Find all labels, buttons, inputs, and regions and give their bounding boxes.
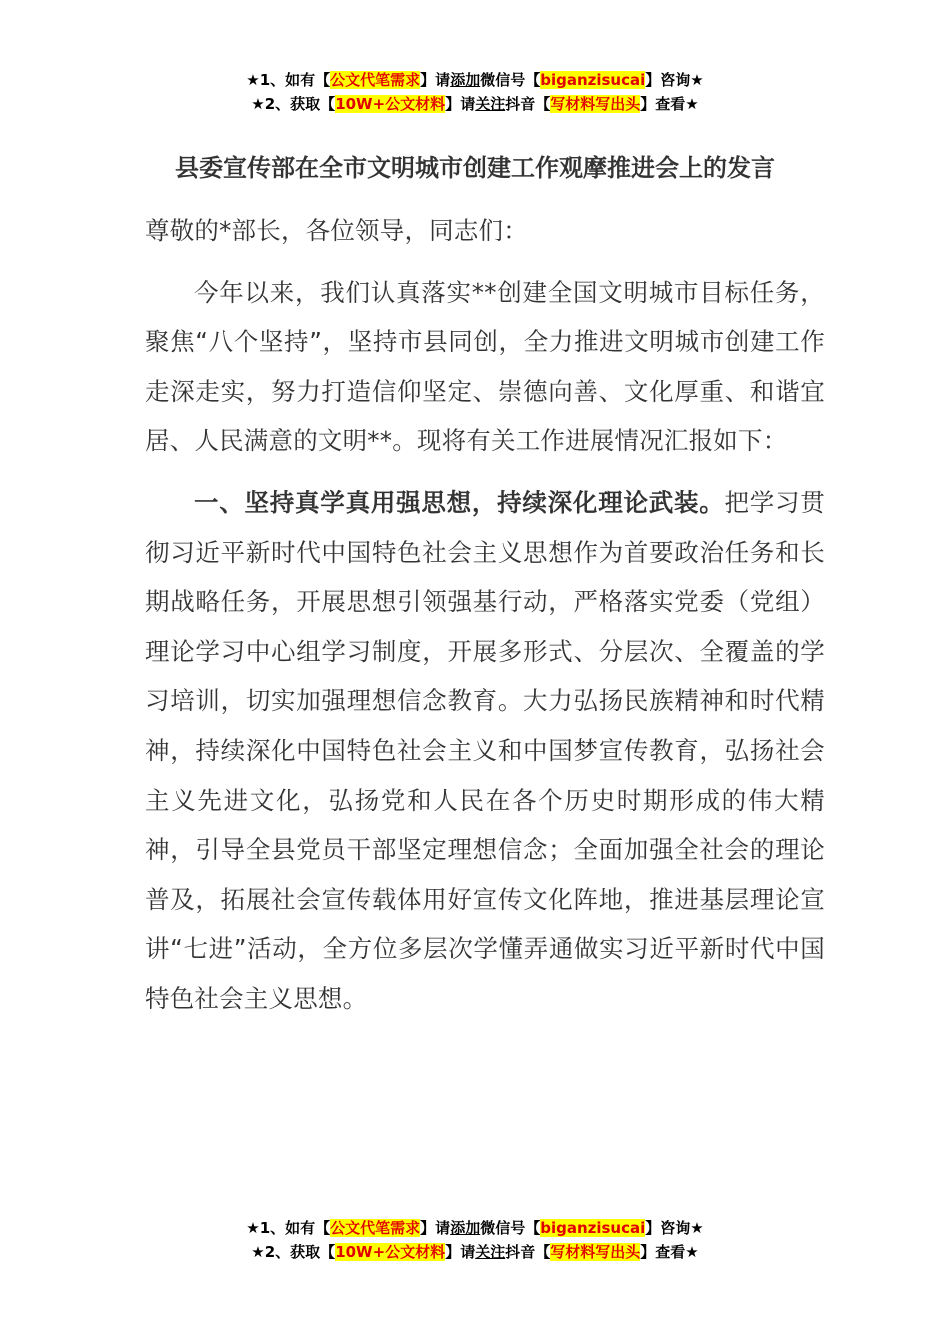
section-1-heading: 一、坚持真学真用强思想，持续深化理论武装。 — [194, 487, 725, 517]
banner-underline: 关注 — [475, 95, 506, 113]
banner-underline: 添加 — [450, 71, 481, 89]
banner-line-2 — [0, 1240, 950, 1264]
banner-highlight: biganzisucai — [540, 71, 646, 89]
document-title: 县委宣传部在全市文明城市创建工作观摩推进会上的发言 — [175, 154, 775, 182]
banner-text: 】请 — [445, 95, 476, 113]
banner-text: ★2、获取【 — [251, 1243, 336, 1261]
banner-text: 微信号【 — [480, 1219, 541, 1237]
banner-highlight: 公文代笔需求 — [330, 1219, 421, 1237]
banner-text: 微信号【 — [480, 71, 541, 89]
banner-highlight: 10W+公文材料 — [335, 95, 446, 113]
banner-highlight: 公文代笔需求 — [330, 71, 421, 89]
banner-line-2 — [0, 92, 950, 116]
banner-highlight: 10W+公文材料 — [335, 1243, 446, 1261]
banner-text: 】咨询★ — [645, 1219, 704, 1237]
banner-text: 】查看★ — [640, 95, 699, 113]
header-banner — [0, 68, 950, 116]
banner-underline: 添加 — [450, 1219, 481, 1237]
document-body — [145, 206, 825, 1036]
footer-banner — [0, 1216, 950, 1264]
intro-paragraph: 今年以来，我们认真落实**创建全国文明城市目标任务，聚焦“八个坚持”，坚持市县同创，全力推进文明城市创建工作走深走实，努力打造信仰坚定、崇德向善、文化厚重、和谐宜居、人民满意的文明**。现将有关工作进展情况汇报如下： — [145, 277, 825, 456]
banner-highlight: 写材料写出头 — [550, 1243, 641, 1261]
salutation: 尊敬的*部长，各位领导，同志们： — [145, 216, 528, 245]
banner-text: 】咨询★ — [645, 71, 704, 89]
banner-text: 】请 — [445, 1243, 476, 1261]
banner-highlight: 写材料写出头 — [550, 95, 641, 113]
banner-text: ★2、获取【 — [251, 95, 336, 113]
section-1-paragraph — [145, 478, 825, 1024]
banner-text: 】请 — [420, 1219, 451, 1237]
banner-line-1 — [0, 1216, 950, 1240]
banner-text: ★1、如有【 — [246, 71, 331, 89]
section-1-body: 把学习贯彻习近平新时代中国特色社会主义思想作为首要政治任务和长期战略任务，开展思想引领强基行动，严格落实党委（党组）理论学习中心组学习制度，开展多形式、分层次、全覆盖的学习培训，切实加强理想信念教育。大力弘扬民族精神和时代精神，持续深化中国特色社会主义和中国梦宣传教育，弘扬社会主义先进文化，弘扬党和人民在各个历史时期形成的伟大精神，引导全县党员干部坚定理想信念；全面加强全社会的理论普及，拓展社会宣传载体用好宣传文化阵地，推进基层理论宣讲“七进”活动，全方位多层次学懂弄通做实习近平新时代中国特色社会主义思想。 — [145, 487, 825, 1013]
banner-text: 】查看★ — [640, 1243, 699, 1261]
banner-text: ★1、如有【 — [246, 1219, 331, 1237]
banner-underline: 关注 — [475, 1243, 506, 1261]
banner-highlight: biganzisucai — [540, 1219, 646, 1237]
banner-text: 抖音【 — [505, 95, 551, 113]
banner-text: 】请 — [420, 71, 451, 89]
banner-text: 抖音【 — [505, 1243, 551, 1261]
banner-line-1 — [0, 68, 950, 92]
